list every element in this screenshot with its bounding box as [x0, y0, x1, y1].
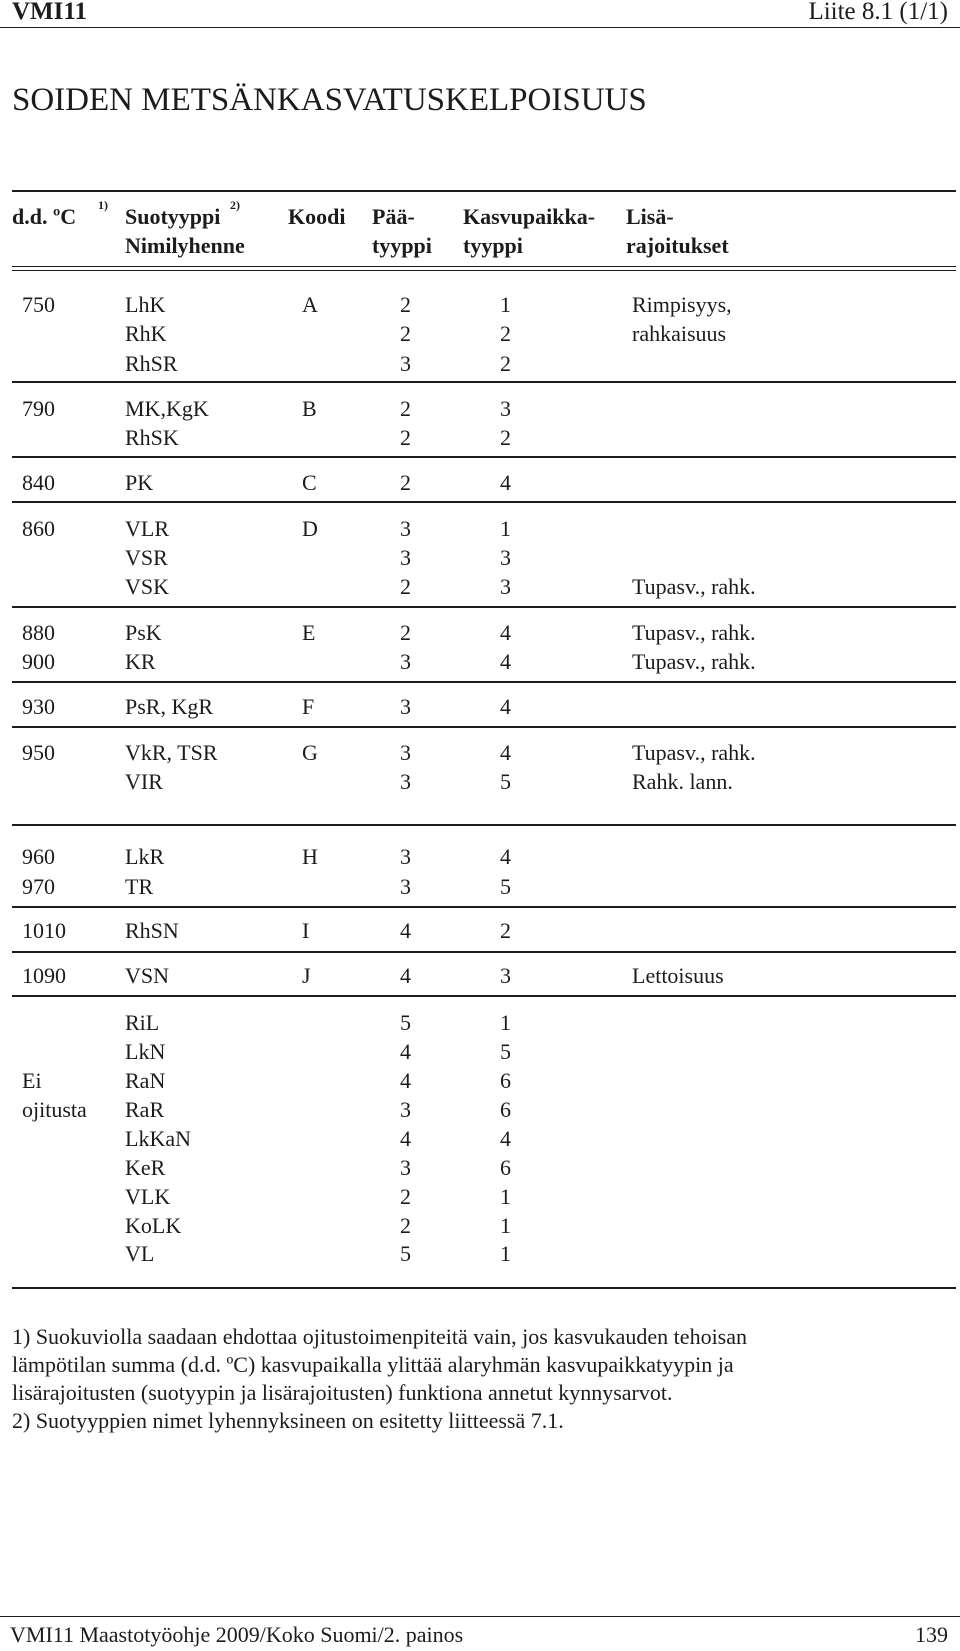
cell-koodi: H [302, 844, 318, 869]
cell-suotyyppi: LkN [125, 1039, 166, 1064]
cell-dd: 840 [22, 470, 55, 495]
col-lisa: Lisä- [626, 204, 674, 229]
cell-kasvupaikkatyyppi: 6 [500, 1155, 511, 1180]
cell-lisarajoitukset: Lettoisuus [632, 963, 724, 988]
col-suotyyppi-note: 2) [230, 198, 240, 212]
cell-paatyyppi: 3 [400, 874, 411, 899]
cell-lisarajoitukset: Tupasv., rahk. [632, 740, 756, 765]
cell-paatyyppi: 3 [400, 740, 411, 765]
cell-paatyyppi: 3 [400, 694, 411, 719]
cell-dd: 1090 [22, 963, 66, 988]
cell-koodi: J [302, 963, 311, 988]
cell-kasvupaikkatyyppi: 1 [500, 1213, 511, 1238]
col-koodi: Koodi [288, 204, 346, 229]
cell-suotyyppi: VSK [125, 574, 170, 599]
table-header-rule-2 [12, 270, 956, 271]
cell-kasvupaikkatyyppi: 1 [500, 1241, 511, 1266]
page-title: SOIDEN METSÄNKASVATUSKELPOISUUS [12, 82, 647, 118]
table-header-rule-1 [12, 266, 956, 267]
cell-lisarajoitukset: Tupasv., rahk. [632, 649, 756, 674]
cell-paatyyppi: 2 [400, 321, 411, 346]
cell-kasvupaikkatyyppi: 3 [500, 574, 511, 599]
cell-lisarajoitukset: Tupasv., rahk. [632, 620, 756, 645]
cell-kasvupaikkatyyppi: 4 [500, 620, 511, 645]
cell-suotyyppi: KeR [125, 1155, 166, 1180]
cell-suotyyppi: RhSK [125, 425, 179, 450]
cell-lisarajoitukset: rahkaisuus [632, 321, 727, 346]
cell-kasvupaikkatyyppi: 3 [500, 396, 511, 421]
group-rule [12, 951, 956, 953]
cell-dd: 900 [22, 649, 55, 674]
header-appendix-ref: Liite 8.1 (1/1) [808, 0, 948, 25]
cell-koodi: I [302, 918, 310, 943]
cell-suotyyppi: TR [125, 874, 154, 899]
col-dd-label [12, 204, 76, 230]
cell-kasvupaikkatyyppi: 4 [500, 844, 511, 869]
cell-suotyyppi: PsK [125, 620, 162, 645]
cell-suotyyppi: VIR [125, 769, 163, 794]
cell-kasvupaikkatyyppi: 1 [500, 1010, 511, 1035]
cell-suotyyppi: RaR [125, 1097, 165, 1122]
cell-dd: Ei [22, 1068, 42, 1093]
cell-paatyyppi: 2 [400, 396, 411, 421]
cell-kasvupaikkatyyppi: 1 [500, 1184, 511, 1209]
cell-paatyyppi: 2 [400, 574, 411, 599]
cell-kasvupaikkatyyppi: 2 [500, 321, 511, 346]
cell-dd: 960 [22, 844, 55, 869]
cell-kasvupaikkatyyppi: 6 [500, 1068, 511, 1093]
table-bottom-rule [12, 1287, 956, 1289]
cell-paatyyppi: 2 [400, 292, 411, 317]
cell-suotyyppi: VSR [125, 545, 168, 570]
cell-suotyyppi: RaN [125, 1068, 166, 1093]
cell-kasvupaikkatyyppi: 6 [500, 1097, 511, 1122]
cell-kasvupaikkatyyppi: 4 [500, 740, 511, 765]
cell-kasvupaikkatyyppi: 2 [500, 425, 511, 450]
col-dd-note: 1) [98, 198, 108, 212]
cell-paatyyppi: 3 [400, 769, 411, 794]
cell-paatyyppi: 3 [400, 1155, 411, 1180]
col-dd-text: d.d. ºC [12, 204, 77, 229]
cell-paatyyppi: 3 [400, 1097, 411, 1122]
cell-dd: ojitusta [22, 1097, 87, 1122]
cell-koodi: E [302, 620, 316, 645]
cell-paatyyppi: 4 [400, 918, 411, 943]
cell-suotyyppi: VLR [125, 516, 169, 541]
cell-suotyyppi: LhK [125, 292, 166, 317]
cell-kasvupaikkatyyppi: 5 [500, 1039, 511, 1064]
group-rule [12, 726, 956, 728]
header-doc-id: VMI11 [12, 0, 87, 25]
cell-dd: 970 [22, 874, 55, 899]
group-rule [12, 995, 956, 997]
cell-kasvupaikkatyyppi: 4 [500, 470, 511, 495]
cell-lisarajoitukset: Rimpisyys, [632, 292, 732, 317]
cell-paatyyppi: 2 [400, 425, 411, 450]
cell-paatyyppi: 4 [400, 1126, 411, 1151]
col-kasvu: Kasvupaikka- [463, 204, 596, 229]
cell-suotyyppi: VL [125, 1241, 155, 1266]
cell-lisarajoitukset: Rahk. lann. [632, 769, 733, 794]
cell-koodi: G [302, 740, 318, 765]
group-rule [12, 456, 956, 458]
footnote-1-line-2: lämpötilan summa (d.d. ºC) kasvupaikalla ylittää alaryhmän kasvupaikkatyypin ja [12, 1352, 734, 1377]
cell-paatyyppi: 3 [400, 649, 411, 674]
cell-kasvupaikkatyyppi: 2 [500, 918, 511, 943]
footnote-2: 2) Suotyyppien nimet lyhennyksineen on esitetty liitteessä 7.1. [12, 1408, 564, 1433]
cell-suotyyppi: PK [125, 470, 154, 495]
cell-paatyyppi: 2 [400, 470, 411, 495]
header-rule [0, 27, 960, 28]
group-rule [12, 681, 956, 683]
cell-suotyyppi: RhK [125, 321, 167, 346]
cell-kasvupaikkatyyppi: 4 [500, 1126, 511, 1151]
cell-dd: 1010 [22, 918, 66, 943]
cell-kasvupaikkatyyppi: 2 [500, 351, 511, 376]
cell-paatyyppi: 5 [400, 1010, 411, 1035]
table-top-rule [12, 190, 956, 192]
cell-suotyyppi: LkKaN [125, 1126, 191, 1151]
col-paa-sub: tyyppi [372, 233, 432, 258]
cell-dd: 790 [22, 396, 55, 421]
page-number: 139 [915, 1622, 948, 1647]
cell-kasvupaikkatyyppi: 1 [500, 292, 511, 317]
cell-kasvupaikkatyyppi: 5 [500, 874, 511, 899]
group-rule [12, 606, 956, 608]
footer-doc-title: VMI11 Maastotyöohje 2009/Koko Suomi/2. painos [10, 1622, 464, 1647]
cell-kasvupaikkatyyppi: 1 [500, 516, 511, 541]
footnote-1-line-1: 1) Suokuviolla saadaan ehdottaa ojitustoimenpiteitä vain, jos kasvukauden tehoisan [12, 1324, 748, 1349]
cell-paatyyppi: 4 [400, 963, 411, 988]
cell-paatyyppi: 2 [400, 1213, 411, 1238]
cell-paatyyppi: 5 [400, 1241, 411, 1266]
cell-dd: 930 [22, 694, 55, 719]
cell-suotyyppi: PsR, KgR [125, 694, 214, 719]
group-rule [12, 824, 956, 826]
cell-suotyyppi: LkR [125, 844, 165, 869]
cell-paatyyppi: 2 [400, 1184, 411, 1209]
cell-dd: 750 [22, 292, 55, 317]
cell-suotyyppi: VkR, TSR [125, 740, 218, 765]
col-kasvu-sub: tyyppi [463, 233, 523, 258]
cell-suotyyppi: KoLK [125, 1213, 182, 1238]
cell-koodi: C [302, 470, 317, 495]
cell-koodi: D [302, 516, 318, 541]
cell-lisarajoitukset: Tupasv., rahk. [632, 574, 756, 599]
cell-kasvupaikkatyyppi: 3 [500, 963, 511, 988]
cell-suotyyppi: KR [125, 649, 156, 674]
col-paa: Pää- [372, 204, 415, 229]
col-suotyyppi: Suotyyppi [125, 204, 221, 229]
cell-koodi: A [302, 292, 318, 317]
cell-kasvupaikkatyyppi: 4 [500, 694, 511, 719]
cell-paatyyppi: 3 [400, 516, 411, 541]
footnote-1-line-3: lisärajoitusten (suotyypin ja lisärajoitusten) funktiona annetut kynnysarvot. [12, 1380, 673, 1405]
cell-kasvupaikkatyyppi: 5 [500, 769, 511, 794]
cell-koodi: B [302, 396, 317, 421]
cell-paatyyppi: 4 [400, 1068, 411, 1093]
col-suotyyppi-sub: Nimilyhenne [125, 233, 245, 258]
cell-paatyyppi: 4 [400, 1039, 411, 1064]
cell-dd: 880 [22, 620, 55, 645]
cell-suotyyppi: MK,KgK [125, 396, 209, 421]
cell-suotyyppi: RhSN [125, 918, 179, 943]
cell-paatyyppi: 2 [400, 620, 411, 645]
cell-paatyyppi: 3 [400, 844, 411, 869]
cell-kasvupaikkatyyppi: 4 [500, 649, 511, 674]
group-rule [12, 381, 956, 383]
cell-paatyyppi: 3 [400, 545, 411, 570]
cell-suotyyppi: RhSR [125, 351, 178, 376]
cell-kasvupaikkatyyppi: 3 [500, 545, 511, 570]
group-rule [12, 906, 956, 908]
cell-dd: 860 [22, 516, 55, 541]
footer-rule [0, 1616, 960, 1617]
col-lisa-sub: rajoitukset [626, 233, 729, 258]
cell-koodi: F [302, 694, 315, 719]
cell-dd: 950 [22, 740, 55, 765]
cell-suotyyppi: RiL [125, 1010, 160, 1035]
cell-suotyyppi: VSN [125, 963, 170, 988]
group-rule [12, 501, 956, 503]
cell-paatyyppi: 3 [400, 351, 411, 376]
cell-suotyyppi: VLK [125, 1184, 171, 1209]
